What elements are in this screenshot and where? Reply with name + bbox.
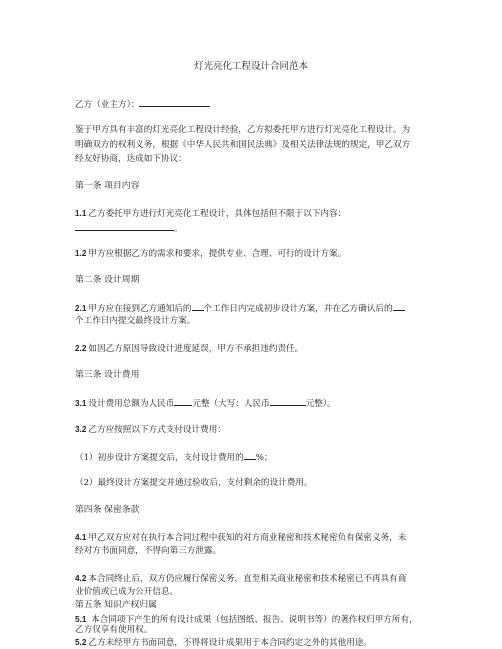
- days-blank: [192, 302, 204, 311]
- clause-4-1: [75, 532, 406, 544]
- payment-item-1: [75, 451, 273, 464]
- clause-1-2: [75, 248, 346, 260]
- content-blank: [75, 222, 174, 231]
- document-title: 灯光亮化工程设计合同范本: [193, 61, 308, 72]
- clause-text: 本合同终止后，双方仍应履行保密义务，直至相关商业秘密和技术秘密已不再具有商: [88, 574, 407, 584]
- clause-1-1: [75, 208, 346, 220]
- clause-3-2: [75, 424, 226, 436]
- clause-number: 3.1: [75, 399, 87, 408]
- party-b-line: [75, 98, 210, 111]
- payment-text: （1）初步设计方案提交后，支付设计费用的: [75, 453, 244, 463]
- clause-number: 5.1: [75, 615, 87, 624]
- clause-number: 1.2: [75, 249, 87, 258]
- payment-item-2: （2）最终设计方案提交并通过验收后，支付剩余的设计费用。: [75, 478, 313, 488]
- article-3-title: 第三条 设计费用: [75, 370, 140, 380]
- clause-text-tail: 。: [174, 224, 183, 234]
- clause-text: 本合同项下产生的所有设计成果（包括图纸、报告、说明书等）的著作权归甲方所有，: [88, 615, 418, 625]
- article-2-title: 第二条 设计周期: [75, 275, 140, 285]
- clause-5-1-cont: 乙方仅享有使用权。: [75, 625, 153, 635]
- article-1-title: 第一条 项目内容: [75, 181, 140, 191]
- clause-number: 1.1: [75, 209, 87, 218]
- percent-blank: [244, 451, 256, 460]
- party-b-label: 乙方（业主方）：: [75, 100, 140, 110]
- clause-number: 2.1: [75, 304, 87, 313]
- clause-text: 乙方未经甲方书面同意，不得将设计成果用于本合同约定之外的其他用途。: [88, 638, 372, 648]
- clause-text: 甲乙双方应对在执行本合同过程中获知的对方商业秘密和技术秘密负有保密义务，未: [88, 533, 407, 543]
- clause-number: 2.2: [75, 344, 87, 353]
- clause-4-2: [75, 573, 406, 585]
- preamble-line-1: 鉴于甲方具有丰富的灯光亮化工程设计经验，乙方拟委托甲方进行灯光亮化工程设计。为: [75, 125, 411, 135]
- days-blank: [393, 302, 405, 311]
- clause-4-2-cont: 业价值或已成为公开信息。: [75, 587, 179, 597]
- clause-2-1: [75, 302, 405, 315]
- article-4-title: 第四条 保密条款: [75, 505, 140, 515]
- clause-text: 乙方委托甲方进行灯光亮化工程设计，具体包括但不限于以下内容：: [88, 209, 347, 219]
- clause-number: 5.2: [75, 638, 87, 647]
- amount-blank: [174, 397, 192, 406]
- clause-2-1-cont: 个工作日内提交最终设计方案。: [75, 316, 196, 326]
- preamble-line-3: 经友好协商，达成如下协议：: [75, 154, 187, 164]
- clause-text: 甲方应根据乙方的需求和要求，提供专业、合理、可行的设计方案。: [88, 249, 347, 259]
- clause-number: 3.2: [75, 425, 87, 434]
- percent-sign: %；: [255, 453, 273, 463]
- clause-3-1: [75, 397, 336, 410]
- party-b-blank: [139, 98, 210, 107]
- clause-2-2: [75, 343, 303, 355]
- clause-text: 如因乙方原因导致设计进度延误，甲方不承担违约责任。: [88, 344, 304, 354]
- preamble-line-2: 明确双方的权利义务，根据《中华人民共和国民法典》及相关法律法规的规定，甲乙双方: [75, 140, 411, 150]
- article-5-title: 第五条 知识产权归属: [75, 600, 157, 610]
- clause-text: 乙方应按照以下方式支付设计费用：: [88, 425, 226, 435]
- clause-text: 甲方应在接到乙方通知后的: [88, 304, 192, 314]
- clause-text: 元整（大写：人民币: [192, 399, 270, 409]
- clause-text: 设计费用总额为人民币: [88, 399, 175, 409]
- clause-4-1-cont: 经对方书面同意，不得向第三方泄露。: [75, 546, 222, 556]
- clause-1-1-blank-line: [75, 222, 183, 235]
- amount-words-blank: [270, 397, 306, 406]
- clause-text: 元整）。: [305, 399, 336, 409]
- clause-number: 4.2: [75, 574, 87, 583]
- clause-text: 个工作日内完成初步设计方案，并在乙方确认后的: [203, 304, 393, 314]
- clause-number: 4.1: [75, 533, 87, 542]
- clause-5-2: [75, 637, 372, 649]
